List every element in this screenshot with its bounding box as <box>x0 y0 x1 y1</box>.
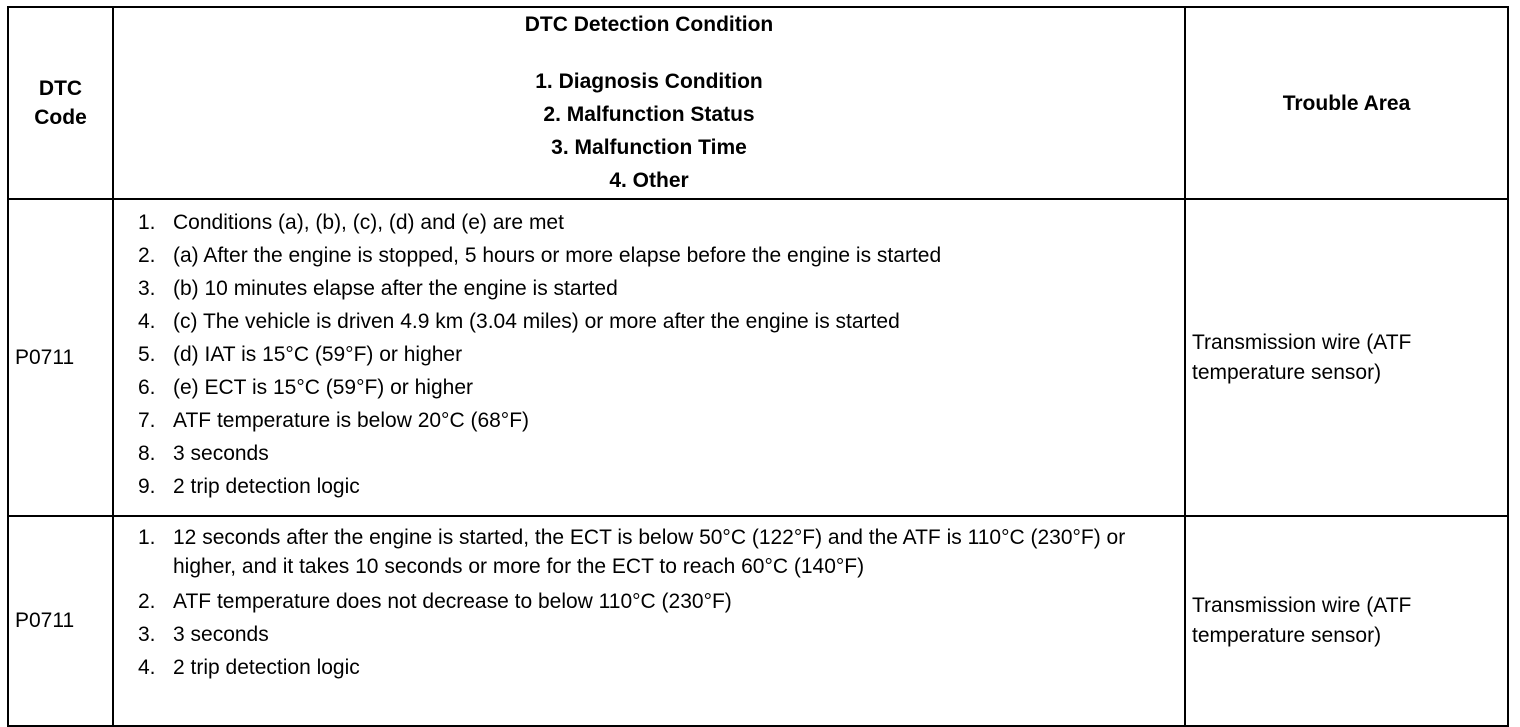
table-header-row <box>8 7 1508 199</box>
item-text: 2 trip detection logic <box>173 656 360 679</box>
dtc-table <box>7 6 1509 727</box>
condition-list <box>138 521 1184 684</box>
item-number: 1. <box>138 526 156 549</box>
header-detection-condition <box>113 7 1185 199</box>
item-text: 2 trip detection logic <box>173 475 360 498</box>
item-number: 5. <box>138 343 156 366</box>
item-number: 7. <box>138 409 156 432</box>
list-item <box>138 618 1184 651</box>
header-trouble-area-label: Trouble Area <box>1282 91 1411 115</box>
item-number: 1. <box>138 211 156 234</box>
item-text: (b) 10 minutes elapse after the engine is started <box>173 277 618 300</box>
dtc-code-cell: P0711 <box>8 516 113 726</box>
table-row <box>8 516 1508 726</box>
item-number: 4. <box>138 656 156 679</box>
item-number: 6. <box>138 376 156 399</box>
item-number: 2. <box>138 244 156 267</box>
header-condition-item: 2. Malfunction Status <box>543 102 755 126</box>
trouble-area-cell <box>1185 199 1508 516</box>
item-number: 4. <box>138 310 156 333</box>
header-dtc-code <box>8 7 113 199</box>
item-text: ATF temperature does not decrease to below 110°C (230°F) <box>173 590 732 613</box>
item-text: ATF temperature is below 20°C (68°F) <box>173 409 530 432</box>
list-item <box>138 585 1184 618</box>
list-item <box>138 371 1184 404</box>
item-text: (c) The vehicle is driven 4.9 km (3.04 miles) or more after the engine is started <box>173 310 900 333</box>
item-text: (d) IAT is 15°C (59°F) or higher <box>173 343 463 366</box>
list-item <box>138 404 1184 437</box>
table-row <box>8 199 1508 516</box>
item-number: 3. <box>138 623 156 646</box>
item-text: 12 seconds after the engine is started, the ECT is below 50°C (122°F) and the ATF is 110°C (230°F) or higher, and it takes 10 seconds or more for the ECT to reach 60°C (140°F) <box>173 526 1126 578</box>
header-trouble-area <box>1185 7 1508 199</box>
item-number: 3. <box>138 277 156 300</box>
list-item <box>138 437 1184 470</box>
header-dtc-code-label: DTC Code <box>34 77 87 129</box>
detection-condition-cell <box>113 516 1185 726</box>
list-item <box>138 521 1184 585</box>
header-condition-item: 3. Malfunction Time <box>551 135 747 159</box>
trouble-area-text: Transmission wire (ATF temperature sensor) <box>1192 594 1412 647</box>
item-text: (e) ECT is 15°C (59°F) or higher <box>173 376 473 399</box>
list-item <box>138 338 1184 371</box>
list-item <box>138 272 1184 305</box>
item-text: (a) After the engine is stopped, 5 hours or more elapse before the engine is started <box>173 244 942 267</box>
condition-list <box>138 206 1184 503</box>
header-condition-title: DTC Detection Condition <box>524 12 774 36</box>
list-item <box>138 305 1184 338</box>
item-text: 3 seconds <box>173 442 269 465</box>
item-number: 8. <box>138 442 156 465</box>
list-item <box>138 470 1184 503</box>
item-text: Conditions (a), (b), (c), (d) and (e) are met <box>173 211 564 234</box>
item-text: 3 seconds <box>173 623 269 646</box>
list-item <box>138 206 1184 239</box>
header-condition-item: 1. Diagnosis Condition <box>535 69 763 93</box>
trouble-area-cell <box>1185 516 1508 726</box>
dtc-code-cell: P0711 <box>8 199 113 516</box>
header-condition-item: 4. Other <box>609 168 689 192</box>
item-number: 2. <box>138 590 156 613</box>
dtc-table-container <box>7 6 1509 727</box>
detection-condition-cell <box>113 199 1185 516</box>
list-item <box>138 239 1184 272</box>
list-item <box>138 651 1184 684</box>
trouble-area-text: Transmission wire (ATF temperature sensor) <box>1192 330 1412 384</box>
item-number: 9. <box>138 475 156 498</box>
